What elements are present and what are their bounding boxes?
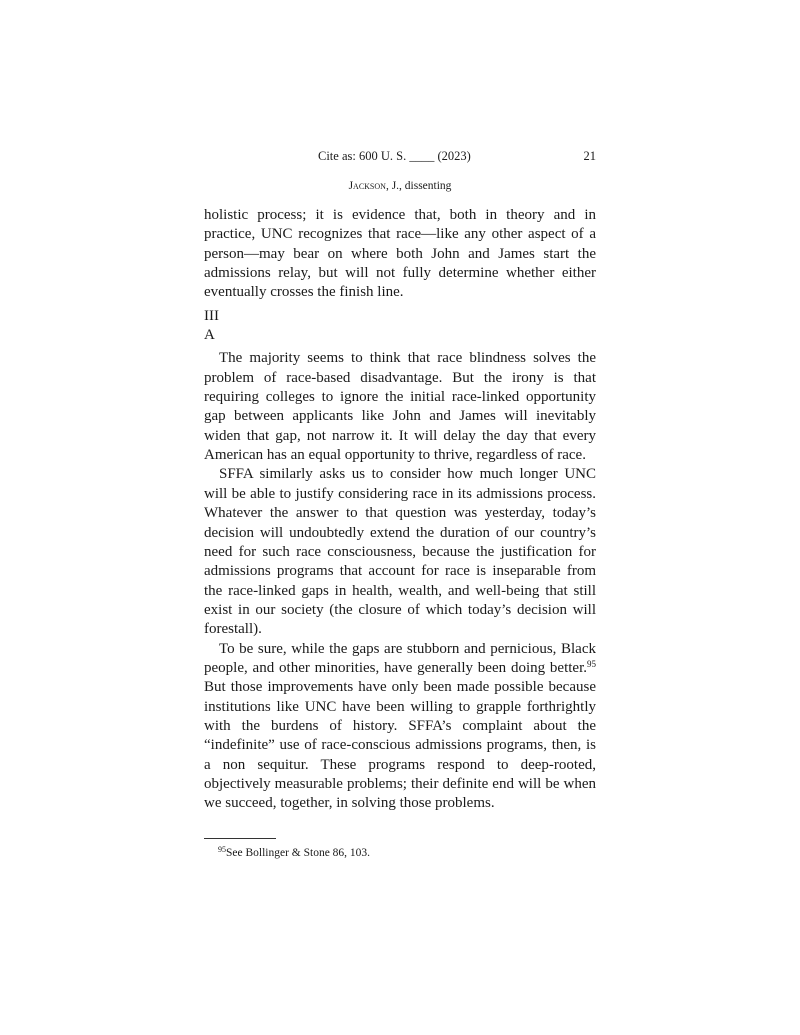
opinion-suffix: , J., dissenting: [385, 180, 452, 192]
page-number: 21: [583, 149, 596, 163]
citation: Cite as: 600 U. S. ____ (2023): [318, 149, 471, 163]
footnote-text: See Bollinger & Stone 86, 103.: [226, 847, 371, 859]
running-header: [204, 149, 596, 165]
opinion-author: Jackson: [348, 180, 386, 192]
paragraph-gaps-text-a: To be sure, while the gaps are stubborn and pernicious, Black people, and other minorities, have generally been doing better.: [204, 640, 596, 676]
paragraph-sffa: SFFA similarly asks us to consider how much longer UNC will be able to justify considering race in its admissions process. Whatever the answer to that question was yesterday, today’s decision will undoubtedly extend the duration of our country’s need for such race consciousness, because the justification for admissions programs that account for race is inseparable from the race-linked gaps in health, wealth, and well-being that still exist in our society (the closure of which today’s decision will forestall).: [204, 466, 596, 638]
footnote-reference: 95: [587, 658, 596, 669]
opinion-label: [204, 180, 596, 192]
footnote: [218, 847, 596, 859]
continued-paragraph: holistic process; it is evidence that, both in theory and in practice, UNC recognizes that race—like any other aspect of a person—may bear on where both John and James start the admissions relay, but will not fully determine whether either eventually crosses the finish line.: [204, 207, 596, 301]
footnote-divider: [204, 838, 276, 839]
subsection-heading: A: [204, 327, 215, 344]
paragraph-gaps-text-b: But those improvements have only been made possible because institutions like UNC have been willing to grapple forthrightly with the burdens of history. SFFA’s complaint about the “indefinite” use of race-conscious admissions programs, then, is a non sequitur. These programs respond to deep-rooted, objectively measurable problems; their definite end will be when we succeed, together, in solving those problems.: [204, 679, 596, 812]
paragraph-gaps: [204, 640, 596, 814]
paragraph-majority: The majority seems to think that race blindness solves the problem of race-based disadvantage. But the irony is that requiring colleges to ignore the initial race-linked opportunity gap between applicants like John and James will inevitably widen that gap, not narrow it. It will delay the day that every American has an equal opportunity to thrive, regardless of race.: [204, 350, 596, 464]
footnote-number: 95: [218, 845, 226, 854]
section-heading: III: [204, 307, 219, 324]
opinion-body: [204, 206, 596, 814]
